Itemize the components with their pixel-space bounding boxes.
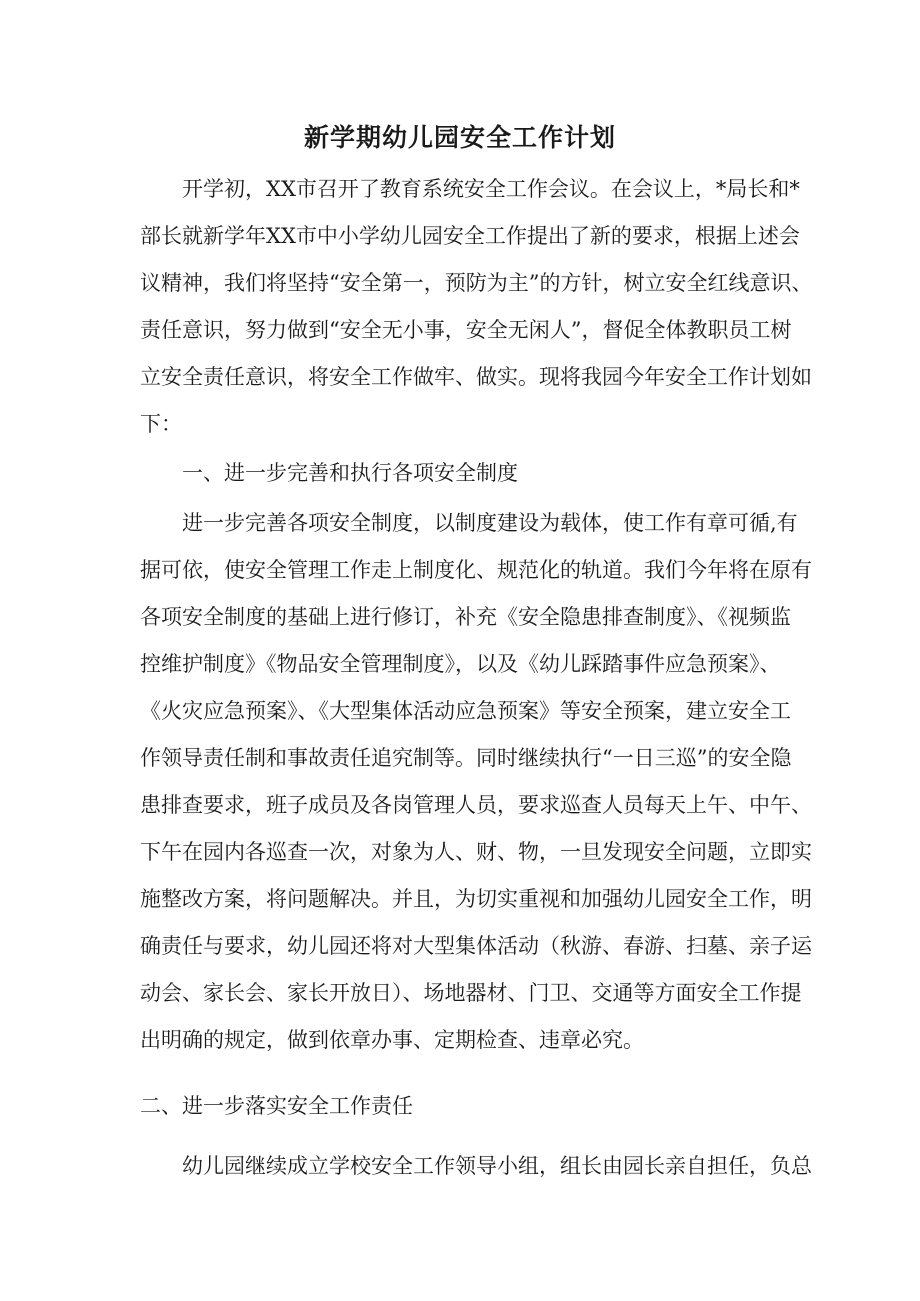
section-1-line: 出明确的规定，做到依章办事、定期检查、违章必究。 xyxy=(140,1028,644,1052)
document-title: 新学期幼儿园安全工作计划 xyxy=(303,123,616,152)
intro-line: 下： xyxy=(140,412,182,436)
intro-line: 立安全责任意识，将安全工作做牢、做实。现将我园今年安全工作计划如 xyxy=(140,365,812,389)
section-1-line: 《火灾应急预案》、《大型集体活动应急预案》等安全预案，建立安全工 xyxy=(140,699,791,723)
section-2-line: 幼儿园继续成立学校安全工作领导小组，组长由园长亲自担任，负总 xyxy=(182,1154,812,1178)
intro-line: 部长就新学年XX市中小学幼儿园安全工作提出了新的要求，根据上述会 xyxy=(140,224,800,248)
section-1-line: 动会、家长会、家长开放日）、场地器材、门卫、交通等方面安全工作提 xyxy=(140,981,802,1005)
section-1-line: 施整改方案，将问题解决。并且，为切实重视和加强幼儿园安全工作，明 xyxy=(140,887,812,911)
section-1-line: 患排查要求，班子成员及各岗管理人员，要求巡查人员每天上午、中午、 xyxy=(140,793,812,817)
intro-line: 议精神，我们将坚持“安全第一，预防为主”的方针，树立安全红线意识、 xyxy=(140,271,813,295)
section-1-line: 确责任与要求，幼儿园还将对大型集体活动（秋游、春游、扫墓、亲子运 xyxy=(140,934,812,958)
section-1-line: 作领导责任制和事故责任追究制等。同时继续执行“一日三巡”的安全隐 xyxy=(140,746,792,770)
section-heading-1: 一、进一步完善和执行各项安全制度 xyxy=(182,461,518,485)
section-1-line: 各项安全制度的基础上进行修订，补充《安全隐患排查制度》、《视频监 xyxy=(140,605,791,629)
section-1-line: 据可依，使安全管理工作走上制度化、规范化的轨道。我们今年将在原有 xyxy=(140,558,812,582)
section-1-line: 下午在园内各巡查一次，对象为人、财、物，一旦发现安全问题，立即实 xyxy=(140,840,812,864)
section-1-line: 进一步完善各项安全制度，以制度建设为载体，使工作有章可循,有 xyxy=(182,511,798,535)
section-heading-2: 二、进一步落实安全工作责任 xyxy=(140,1094,413,1118)
section-1-line: 控维护制度》《物品安全管理制度》，以及《幼儿踩踏事件应急预案》、 xyxy=(140,652,781,676)
intro-line: 开学初，XX市召开了教育系统安全工作会议。在会议上，*局长和* xyxy=(182,177,800,201)
intro-line: 责任意识，努力做到“安全无小事，安全无闲人”，督促全体教职员工树 xyxy=(140,318,792,342)
